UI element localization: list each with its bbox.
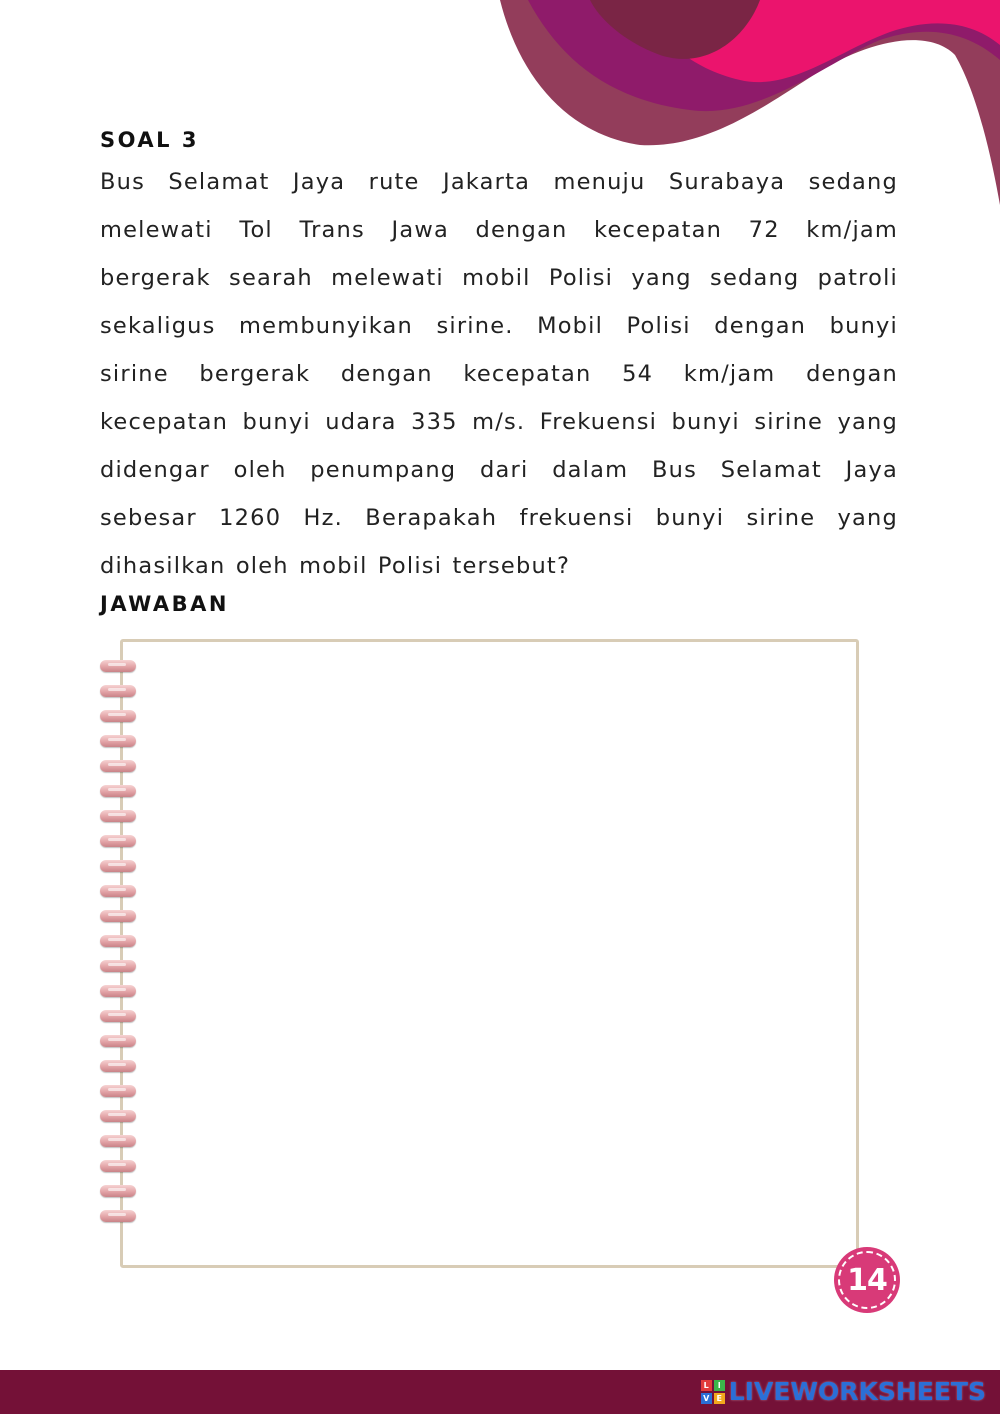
spiral-ring-icon [100, 960, 136, 972]
spiral-ring-icon [100, 1060, 136, 1072]
spiral-ring-icon [100, 785, 136, 797]
spiral-ring-icon [100, 860, 136, 872]
spiral-ring-icon [100, 1210, 136, 1222]
spiral-ring-icon [100, 1160, 136, 1172]
notebook-spiral-binding [100, 660, 140, 1240]
spiral-ring-icon [100, 885, 136, 897]
liveworksheets-brand[interactable] [701, 1377, 986, 1406]
spiral-ring-icon [100, 1085, 136, 1097]
spiral-ring-icon [100, 835, 136, 847]
spiral-ring-icon [100, 810, 136, 822]
logo-letter: V [701, 1393, 712, 1404]
spiral-ring-icon [100, 1110, 136, 1122]
spiral-ring-icon [100, 1185, 136, 1197]
spiral-ring-icon [100, 985, 136, 997]
spiral-ring-icon [100, 660, 136, 672]
question-text: Bus Selamat Jaya rute Jakarta menuju Surabaya sedang melewati Tol Trans Jawa dengan kecepatan 72 km/jam bergerak searah melewati mobil Polisi yang sedang patroli sekaligus membunyikan sirine. Mobil Polisi dengan bunyi sirine bergerak dengan kecepatan 54 km/jam dengan kecepatan bunyi udara 335 m/s. Frekuensi bunyi sirine yang didengar oleh penumpang dari dalam Bus Selamat Jaya sebesar 1260 Hz. Berapakah frekuensi bunyi sirine yang dihasilkan oleh mobil Polisi tersebut? [100, 169, 898, 579]
spiral-ring-icon [100, 1035, 136, 1047]
footer-bar [0, 1370, 1000, 1414]
answer-input[interactable] [153, 662, 847, 1246]
page-number-text: 14 [847, 1262, 887, 1298]
page-number-badge [834, 1247, 900, 1313]
logo-letter: E [714, 1393, 725, 1404]
spiral-ring-icon [100, 710, 136, 722]
brand-name: LIVEWORKSHEETS [728, 1377, 986, 1406]
liveworksheets-logo-icon [701, 1380, 725, 1404]
spiral-ring-icon [100, 735, 136, 747]
spiral-ring-icon [100, 1010, 136, 1022]
question-title: SOAL 3 [100, 128, 199, 152]
spiral-ring-icon [100, 1135, 136, 1147]
answer-notebook-box [120, 639, 859, 1268]
spiral-ring-icon [100, 760, 136, 772]
spiral-ring-icon [100, 910, 136, 922]
logo-letter: L [701, 1380, 712, 1391]
spiral-ring-icon [100, 685, 136, 697]
logo-letter: I [714, 1380, 725, 1391]
spiral-ring-icon [100, 935, 136, 947]
answer-title: JAWABAN [100, 592, 229, 616]
